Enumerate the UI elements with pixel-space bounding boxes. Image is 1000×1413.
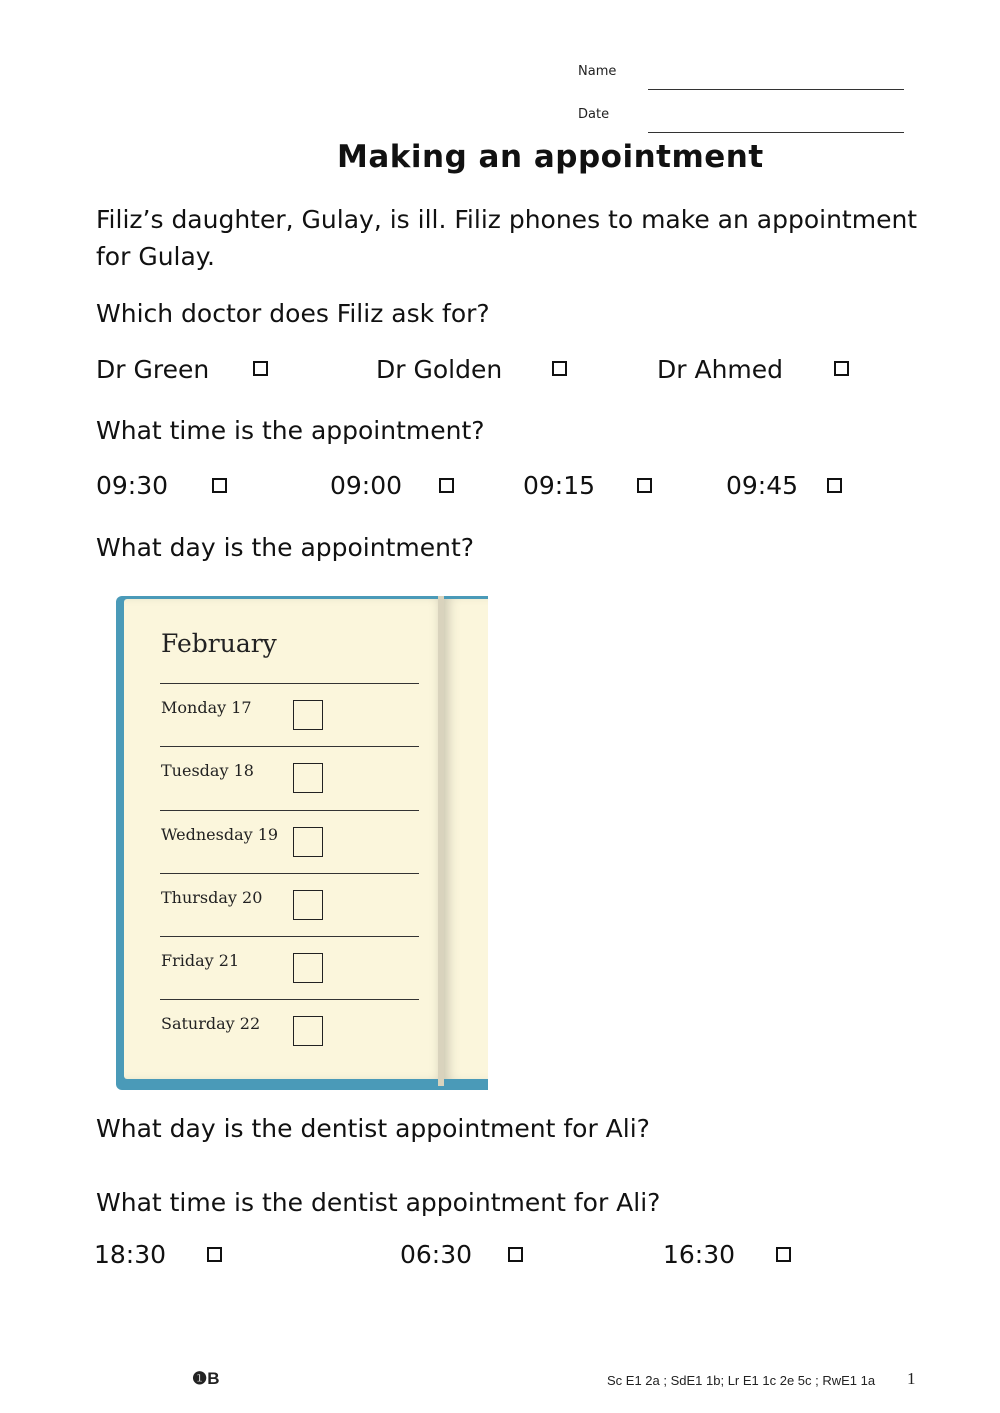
checkbox-dr-green[interactable]: [253, 361, 268, 376]
diary-checkbox-wednesday[interactable]: [293, 827, 323, 857]
option-time-1630: 16:30: [663, 1240, 736, 1269]
option-dr-green: Dr Green: [96, 355, 210, 384]
diary-checkbox-monday[interactable]: [293, 700, 323, 730]
question-doctor: Which doctor does Filiz ask for?: [96, 299, 490, 328]
diary-row: [160, 746, 419, 810]
diary-day-label: Saturday 22: [161, 1014, 261, 1033]
checkbox-time-1830[interactable]: [207, 1247, 222, 1262]
intro-line-1: Filiz’s daughter, Gulay, is ill. Filiz phones to make an appointment: [96, 205, 918, 234]
checkbox-time-0945[interactable]: [827, 478, 842, 493]
checkbox-time-0900[interactable]: [439, 478, 454, 493]
checkbox-dr-ahmed[interactable]: [834, 361, 849, 376]
diary-row: [160, 810, 419, 874]
diary-day-label: Friday 21: [161, 951, 240, 970]
question-day: What day is the appointment?: [96, 533, 475, 562]
diary-row: [160, 999, 419, 1060]
diary-book: [116, 596, 488, 1090]
checkbox-dr-golden[interactable]: [552, 361, 567, 376]
diary-left-page: [124, 599, 446, 1079]
diary-day-label: Tuesday 18: [161, 761, 254, 780]
diary-row: [160, 873, 419, 937]
diary-day-label: Thursday 20: [161, 888, 263, 907]
option-time-0930: 09:30: [96, 471, 169, 500]
option-dr-ahmed: Dr Ahmed: [657, 355, 784, 384]
question-time: What time is the appointment?: [96, 416, 485, 445]
intro-line-2: for Gulay.: [96, 242, 215, 271]
checkbox-time-1630[interactable]: [776, 1247, 791, 1262]
diary-row: [160, 683, 419, 747]
checkbox-time-0915[interactable]: [637, 478, 652, 493]
option-time-0900: 09:00: [330, 471, 403, 500]
option-time-0915: 09:15: [523, 471, 596, 500]
name-line[interactable]: [648, 89, 904, 90]
diary-checkbox-tuesday[interactable]: [293, 763, 323, 793]
diary-right-page: [444, 599, 488, 1079]
diary-checkbox-friday[interactable]: [293, 953, 323, 983]
diary-checkbox-saturday[interactable]: [293, 1016, 323, 1046]
curriculum-codes: Sc E1 2a ; SdE1 1b; Lr E1 1c 2e 5c ; RwE1 1a: [607, 1373, 876, 1388]
page-number: 1: [907, 1369, 916, 1388]
option-time-1830: 18:30: [94, 1240, 167, 1269]
question-dentist-day: What day is the dentist appointment for Ali?: [96, 1114, 650, 1143]
checkbox-time-0630[interactable]: [508, 1247, 523, 1262]
publisher-logo: ❶B: [192, 1369, 220, 1388]
page-title: Making an appointment: [337, 139, 764, 175]
option-time-0945: 09:45: [726, 471, 799, 500]
diary-month: February: [161, 629, 277, 658]
diary-checkbox-thursday[interactable]: [293, 890, 323, 920]
option-time-0630: 06:30: [400, 1240, 473, 1269]
date-label: Date: [578, 107, 610, 122]
diary-day-label: Monday 17: [161, 698, 252, 717]
checkbox-time-0930[interactable]: [212, 478, 227, 493]
name-label: Name: [578, 64, 617, 79]
diary-day-label: Wednesday 19: [161, 825, 279, 844]
diary-row: [160, 936, 419, 1000]
option-dr-golden: Dr Golden: [376, 355, 503, 384]
question-dentist-time: What time is the dentist appointment for Ali?: [96, 1188, 661, 1217]
date-line[interactable]: [648, 132, 904, 133]
